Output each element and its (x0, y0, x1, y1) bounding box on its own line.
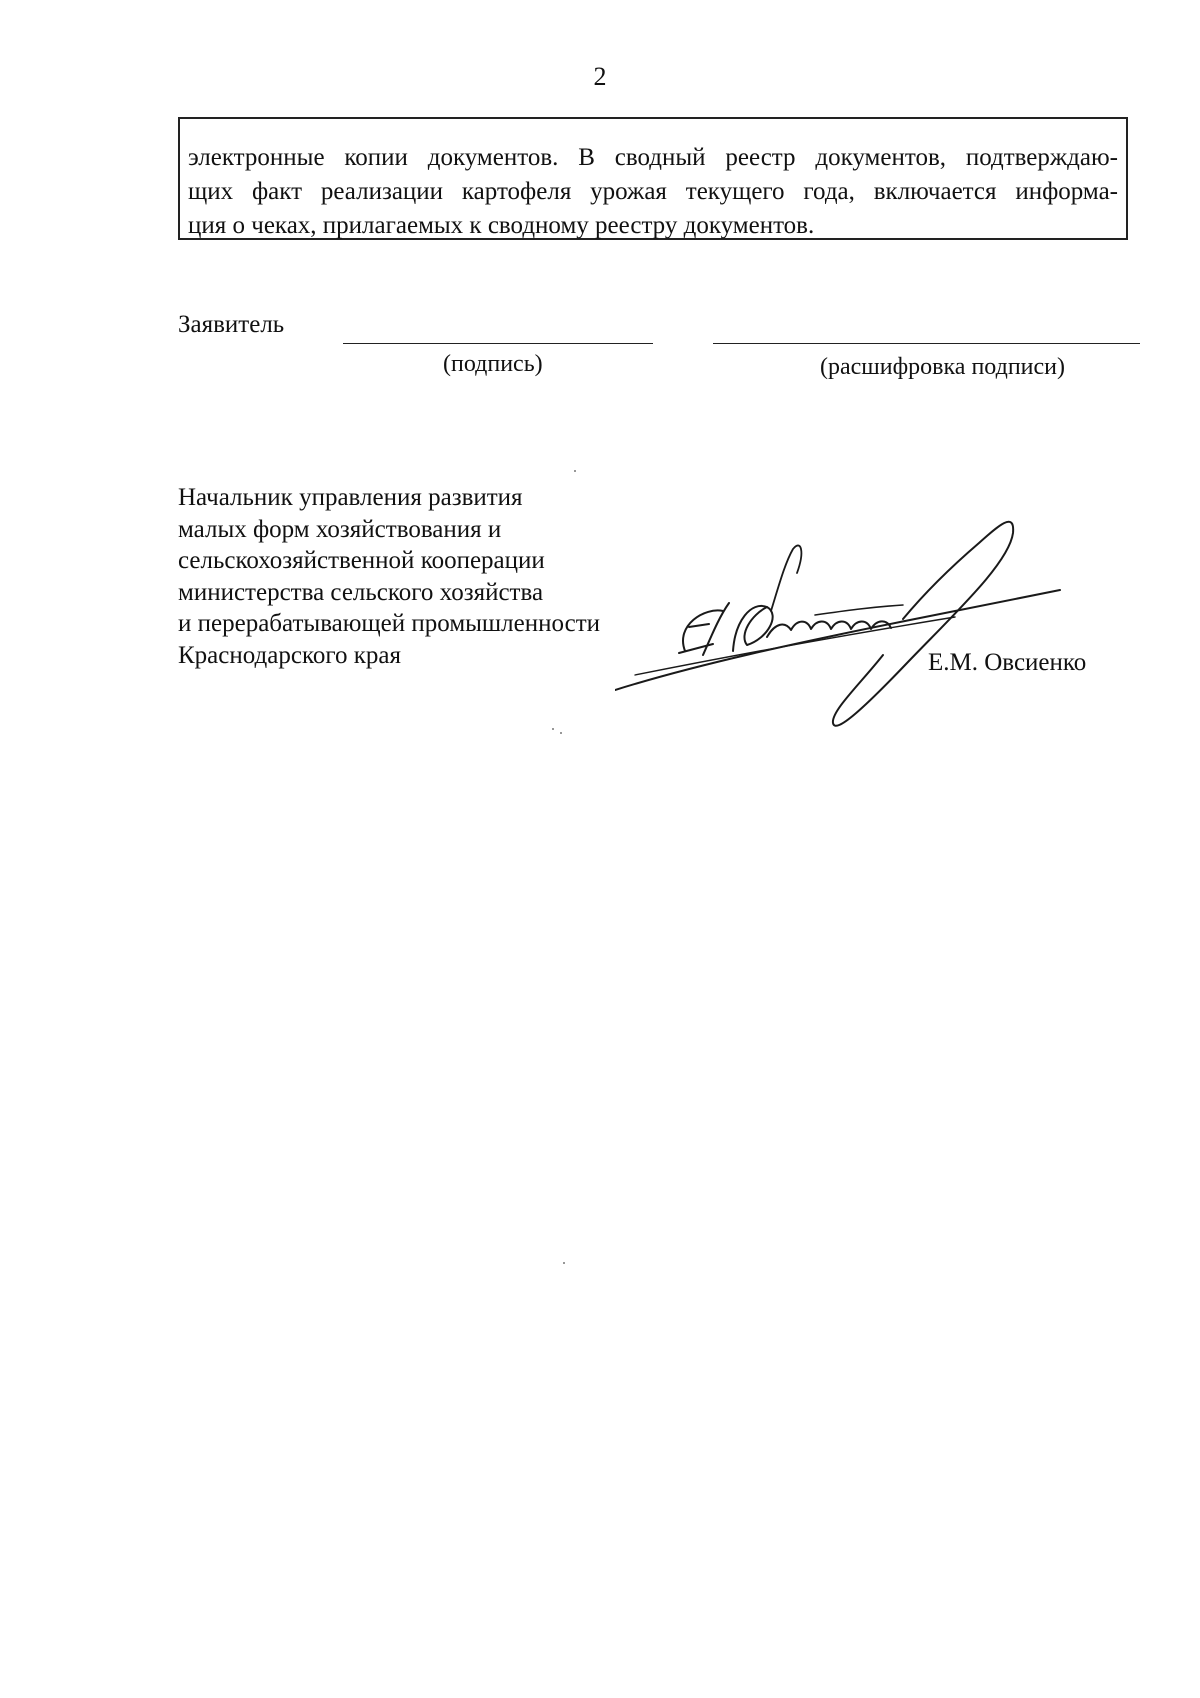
boxed-paragraph-line-3: ция о чеках, прилагаемых к сводному реестру документов. (188, 212, 815, 239)
signature-caption: (подпись) (443, 351, 543, 377)
scan-speck (563, 1262, 565, 1264)
official-position-line-3: сельскохозяйственной кооперации (178, 547, 545, 574)
page-number: 2 (593, 62, 607, 91)
applicant-signature-line (343, 343, 653, 344)
decode-caption: (расшифровка подписи) (820, 354, 1065, 380)
official-position-line-1: Начальник управления развития (178, 484, 523, 511)
applicant-label: Заявитель (178, 311, 285, 338)
official-position-block (178, 482, 600, 671)
scan-speck (560, 732, 562, 734)
official-position-line-6: Краснодарского края (178, 641, 401, 669)
official-name: Е.М. Овсиенко (928, 649, 1087, 676)
official-position-line-4: министерства сельского хозяйства (178, 578, 544, 606)
applicant-decode-line (713, 343, 1140, 344)
scan-speck (574, 470, 576, 472)
boxed-paragraph (178, 117, 1128, 240)
official-position-line-2: малых форм хозяйствования и (178, 515, 502, 543)
boxed-paragraph-line-2: щих факт реализации картофеля урожая текущего года, включается информа- (188, 178, 1118, 205)
official-position-line-5: и перерабатывающей промышленности (178, 610, 601, 637)
handwritten-signature (615, 515, 1065, 735)
boxed-paragraph-line-1: электронные копии документов. В сводный реестр документов, подтверждаю- (188, 144, 1118, 171)
scan-speck (552, 728, 554, 730)
